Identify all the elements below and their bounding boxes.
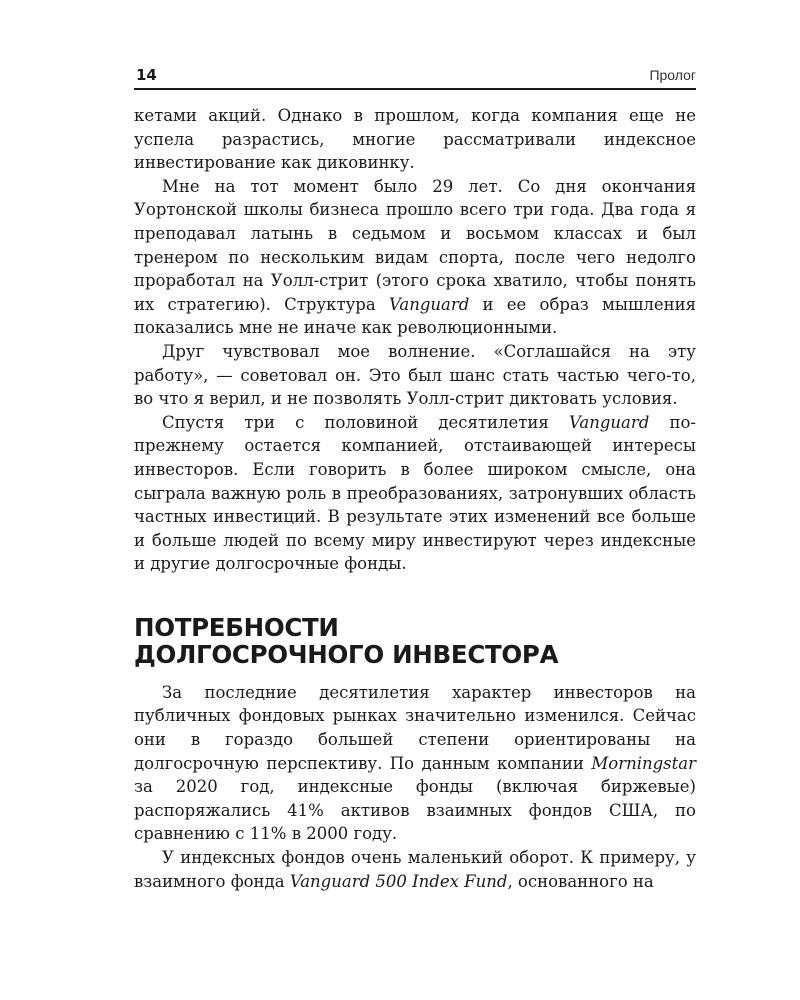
paragraph-text: по-прежнему остается компанией, отстаивающей интересы инвесторов. Если говорить в более широком смысле, она сыграла важную роль в преобразованиях, затронувших область частных инвестиций. В результате этих изменений все больше и больше людей по всему миру инвестируют через индексные и другие долгосрочные фонды. — [134, 412, 696, 574]
section-heading — [134, 614, 696, 668]
paragraph — [134, 175, 696, 340]
running-head — [134, 62, 696, 90]
paragraph-text: За последние десятилетия характер инвесторов на публичных фондовых рынках значительно изменился. Сейчас они в гораздо большей степени ориентированы на долгосрочную перспективу. По данным компании — [134, 682, 696, 773]
italic-term: Vanguard — [388, 294, 470, 314]
paragraph-continuation: кетами акций. Однако в прошлом, когда компания еще не успела разрастись, многие рассматривали индексное инвестирование как диковинку. — [134, 106, 696, 173]
section-name: Пролог — [649, 67, 696, 83]
italic-term: Morningstar — [591, 753, 696, 773]
section-heading-line: ДОЛГОСРОЧНОГО ИНВЕСТОРА — [134, 639, 559, 669]
paragraph — [134, 681, 696, 846]
section-heading-line: ПОТРЕБНОСТИ — [134, 612, 339, 642]
page-number: 14 — [136, 66, 157, 84]
paragraph-text: и ее образ мышления показались мне не иначе как революционными. — [134, 294, 696, 338]
italic-term: Vanguard 500 Index Fund — [289, 871, 508, 891]
paragraph: Друг чувствовал мое волнение. «Соглашайся на эту работу», — советовал он. Это был шанс стать частью чего-то, во что я верил, и не позволять Уолл-стрит диктовать условия. — [134, 341, 696, 409]
paragraph-text: за 2020 год, индексные фонды (включая биржевые) распоряжались 41% активов взаимных фондов США, по сравнению с 11% в 2000 году. — [134, 777, 696, 844]
paragraph — [134, 411, 696, 576]
paragraph-text: Спустя три с половиной десятилетия — [162, 412, 569, 432]
paragraph-text: , основанного на — [507, 871, 654, 891]
paragraph — [134, 846, 696, 893]
page-body — [134, 104, 696, 893]
paragraph-text: Мне на тот момент было 29 лет. Со дня окончания Уортонской школы бизнеса прошло всего три года. Два года я преподавал латынь в седьмом и восьмом классах и был тренером по нескольким видам спорта, после чего недолго проработал на Уолл-стрит (этого срока хватило, чтобы понять их стратегию). Структура — [134, 176, 696, 314]
paragraph-text: У индексных фондов очень маленький оборот. К примеру, у взаимного фонда — [134, 848, 696, 891]
italic-term: Vanguard — [568, 412, 650, 432]
